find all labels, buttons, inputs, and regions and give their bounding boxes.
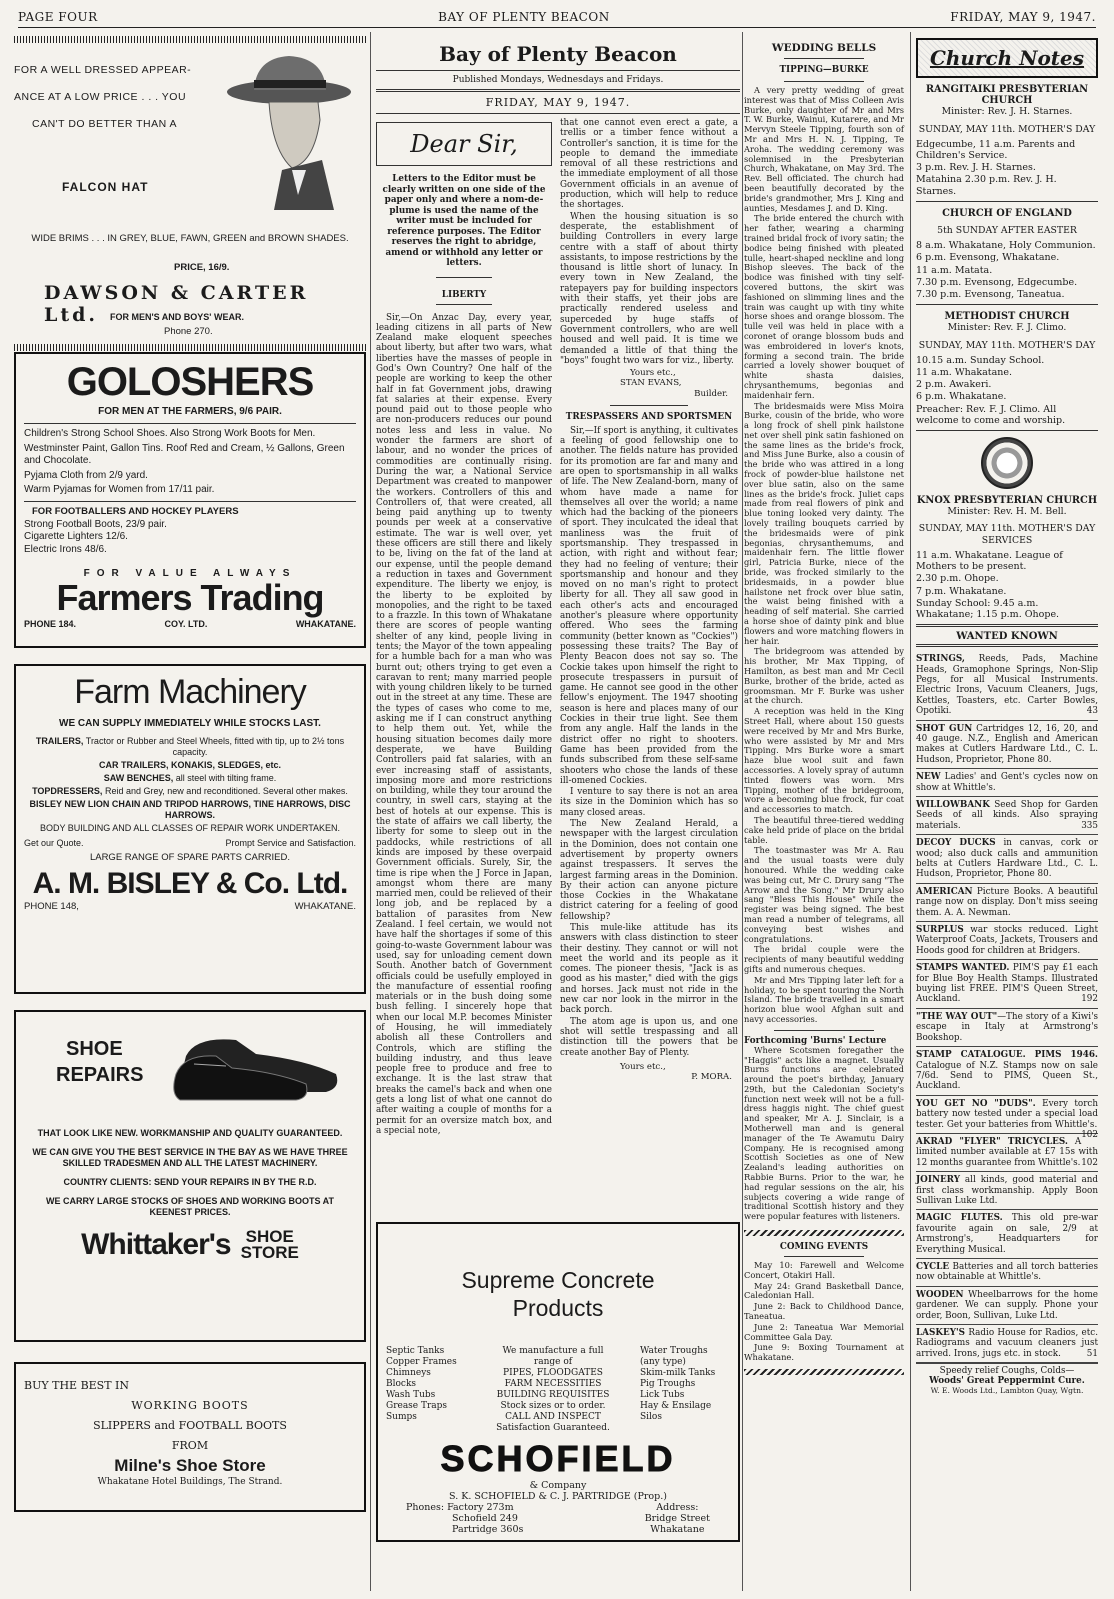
- item-text: all kinds, good material and first class workmanship. Apply Boon Sullivan Luke Ltd.: [916, 1175, 1098, 1206]
- classified-item: [916, 884, 1098, 922]
- ad-line: BUY THE BEST IN: [24, 1379, 130, 1392]
- product-list: [640, 1346, 730, 1434]
- ad-line: CAN'T DO BETTER THAN A: [32, 118, 178, 130]
- ad-line: Woods' Great Peppermint Cure.: [929, 1376, 1085, 1387]
- item-lead: AKRAD "FLYER" TRICYCLES.: [916, 1136, 1068, 1147]
- paragraph: A very pretty wedding of great interest was that of Miss Colleen Avis Burke, only daughter of Mr and Mrs T. W. Burke, Wainui, Kutarere, and Mr Mervyn Steele Tipping, fourth son of Mr and Mrs H. N. J. Tipping, Te Aroha. The wedding ceremony was solemnised in the Presbyterian Church, Whakatane, on May 3rd. The Rev. Bell officiated. The church had been beautifully decorated by the bride's grandmother, Mrs J. King and aunties, Mesdames J. and D. King.: [744, 85, 904, 213]
- item-lead: TOPDRESSERS,: [32, 786, 103, 796]
- item-number: 102: [1081, 1157, 1098, 1168]
- classified-item: [916, 1009, 1098, 1047]
- product-item: [24, 786, 356, 797]
- farm-machinery-title: Farm Machinery: [74, 673, 306, 711]
- schofield-co: & Company: [529, 1480, 587, 1491]
- ad-line: W. E. Woods Ltd., Lambton Quay, Wgtn.: [930, 1386, 1084, 1396]
- ad-town: WHAKATANE.: [295, 619, 356, 629]
- item-text: Every torch battery now tested under a special load tester. Get your batteries from Whittle's.: [916, 1098, 1098, 1130]
- product-item: [24, 760, 356, 771]
- product-item: CALL AND INSPECT: [505, 1412, 601, 1422]
- classified-item: [916, 651, 1098, 720]
- church-notes-banner: [916, 38, 1098, 78]
- ad-desc: WIDE BRIMS . . . IN GREY, BLUE, FAWN, GREEN and BROWN SHADES.: [31, 233, 349, 244]
- item-text: BODY BUILDING AND ALL CLASSES OF REPAIR WORK UNDERTAKEN.: [39, 823, 341, 833]
- item-lead: SHOT GUN: [916, 723, 973, 734]
- item-lead: WILLOWBANK: [916, 799, 990, 810]
- service-line: 3 p.m. Rev. J. H. Starnes.: [916, 162, 1036, 174]
- ad-line: FOR A WELL DRESSED APPEAR-: [14, 64, 192, 76]
- wedding-article: [744, 86, 904, 1025]
- product-item: Pyjama Cloth from 2/9 yard.: [24, 469, 148, 481]
- schofield-products: [386, 1346, 730, 1434]
- item-text: in canvas, cork or wood; also duck calls and ammunition belts at Cutlers Hardware Ltd., C. L. Hudson, Proprietor, Phone 80.: [916, 838, 1098, 880]
- church-date: 5th SUNDAY AFTER EASTER: [937, 225, 1077, 237]
- item-lead: MAGIC FLUTES.: [916, 1213, 1003, 1224]
- product-item: [24, 799, 356, 821]
- item-text: Ladies' and Gent's cycles now on show at Whittle's.: [916, 772, 1098, 793]
- item-lead: SURPLUS: [916, 925, 964, 936]
- product-list: [24, 519, 356, 557]
- label-line: STORE: [240, 1243, 299, 1262]
- event-item: June 2: Taneatua War Memorial Committee Gala Day.: [744, 1321, 904, 1342]
- paragraph: The beautiful three-tiered wedding cake held pride of place on the bridal table.: [744, 814, 904, 845]
- title-line: REPAIRS: [56, 1064, 144, 1086]
- ad-footer: [24, 901, 356, 912]
- divider: [916, 304, 1098, 305]
- product-item: Copper Frames: [386, 1357, 457, 1367]
- church-minister: Minister: Rev. J. H. Starnes.: [941, 106, 1073, 118]
- divider: [916, 430, 1098, 431]
- item-number: 43: [1086, 706, 1098, 717]
- ad-quote: Get our Quote.: [24, 838, 84, 848]
- issue-date: FRIDAY, MAY 9, 1947.: [950, 10, 1096, 24]
- sign-line: Yours etc.,: [630, 368, 676, 379]
- item-lead: DECOY DUCKS: [916, 838, 996, 849]
- paragraph: that one cannot even erect a gate, a trellis or a timber fence without a Controller's sanction, it is time for the people to demand the immediate removal of all these restrictions and the immediate employment of all those Government officials in an avenue of production, which will help to reduce the shortages.: [560, 118, 738, 211]
- service-line: 7 p.m. Whakatane.: [916, 585, 1007, 597]
- church-minister: Minister: Rev. F. J. Climo.: [947, 322, 1067, 334]
- item-text: PIM'S pay £1 each for Blue Boy Health Stamps. Illustrated buying list FREE. PIM'S Queen Street, Auckland.: [916, 963, 1098, 1005]
- product-item: Cigarette Lighters 12/6.: [24, 531, 128, 542]
- item-text: Tractor or Rubber and Steel Wheels, fitted with tip, up to 2½ tons capacity.: [83, 736, 345, 757]
- product-item: Westminster Paint, Gallon Tins. Roof Red and Cream, ½ Gallons, Green and Chocolate.: [24, 442, 345, 466]
- wanted-list: [916, 651, 1098, 1363]
- title-line: Supreme Concrete: [461, 1267, 655, 1293]
- service-line: Matahina 2.30 p.m. Rev. J. H. Starnes.: [916, 174, 1057, 197]
- item-lead: BISLEY NEW LION CHAIN AND TRIPOD HARROWS, TINE HARROWS, DISC HARROWS.: [29, 799, 351, 820]
- phones-block: [406, 1502, 523, 1535]
- product-item: We manufacture a full range of: [502, 1346, 604, 1367]
- service-line: 10.15 a.m. Sunday School.: [916, 354, 1045, 366]
- church-date: SUNDAY, MAY 11th. MOTHER'S DAY: [918, 339, 1096, 351]
- letters-col-a: [376, 118, 552, 1228]
- product-item: Stock sizes or to order.: [500, 1401, 606, 1411]
- section-heading: FOR FOOTBALLERS AND HOCKEY PLAYERS: [32, 505, 239, 517]
- divider: [774, 1030, 874, 1031]
- product-item: Sumps: [386, 1412, 417, 1422]
- product-item: [24, 823, 356, 834]
- schofield-name: SCHOFIELD: [440, 1438, 676, 1479]
- wanted-known-heading: WANTED KNOWN: [956, 631, 1058, 643]
- church-heading: RANGITAIKI PRESBYTERIAN CHURCH: [925, 84, 1089, 107]
- paragraph: Mr and Mrs Tipping later left for a holiday, to be spent touring the North Island. The bride travelled in a smart horizon blue wool Afghan suit and navy accessories.: [744, 974, 904, 1024]
- paragraph: Sir,—If sport is anything, it cultivates a feeling of good fellowship one to another. The fields nature has provided for its promotion are far and many and are open to sportsmanship in all walks of life. The New Zealand-born, many of whom have made a name for themselves all over the world; a name which had the backing of the pioneers of sport. They inculcated the ideal that manliness was the fruit of sportsmanship. They trespassed in action, with right and without fear; they had no feeling of venture; their sportsmanship and honour and they moved on no man's right to protect liberty for all. They all saw good in each other's acts and encouraged another's pleasure where opportunity offered. Who sees the farming community (better known as "Cockies") possessing these traits? The Bay of Plenty Beacon does not say so. The Cockie takes upon himself the right to prosecute trespassers in pursuit of game. He cannot see good in the other fellow's enjoyment. The 1947 shooting season is here and places many of our Cockies in their true light. See them from any angle. Half the lands in the district offer no right to shooters. Game has been provided from the funds subscribed from these self-same shooters who chose the lands of these ill-omened Cockies.: [560, 425, 738, 786]
- divider: [24, 423, 356, 424]
- classified-item: [916, 1172, 1098, 1210]
- product-list: [488, 1346, 618, 1434]
- paragraph: Where Scotsmen foregather the "Haggis" acts like a magnet. Usually Burns functions are celebrated around the poet's birthday, January 29th, but the Caledonian Society's function next week will not be a full-dress haggis night. The chief guest and speaker, Mr A. J. Sinclair, is a Motherwell man and is general manager of the Te Awamutu Dairy Company. He is recognised among Scottish Societies as one of New Zealand's leading authorities on Rabbie Burns. Prior to the war, he had regular sessions on the air, his subjects covering a wide range of traditional Scottish history and they were popular features with listeners.: [744, 1044, 904, 1222]
- item-text: Picture Books. A beautiful range now on display. Don't miss seeing them. A. A. Newman.: [916, 886, 1098, 918]
- divider: [784, 58, 864, 59]
- bisley-ad: [14, 664, 366, 994]
- paragraph: I venture to say there is not an area its size in the Dominion which has so many closed areas.: [560, 787, 738, 818]
- product-item: Skim-milk Tanks: [640, 1368, 716, 1378]
- service-line: 11 a.m. Matata.: [916, 264, 993, 276]
- event-item: June 9: Boxing Tournament at Whakatane.: [744, 1342, 904, 1363]
- contact-line: Address:: [656, 1502, 699, 1513]
- ad-sub: FOR MEN'S AND BOYS' WEAR.: [110, 312, 244, 322]
- masthead-title: Bay of Plenty Beacon: [439, 42, 677, 66]
- divider: [784, 1256, 864, 1257]
- ad-phone: PHONE 148,: [24, 901, 79, 912]
- item-number: 51: [1086, 1348, 1098, 1359]
- hat-man-illustration: [214, 50, 364, 210]
- ad-phone: Phone 270.: [164, 326, 213, 337]
- event-item: May 10: Farewell and Welcome Concert, Otakiri Hall.: [744, 1260, 904, 1280]
- item-number: 102: [1081, 1129, 1098, 1140]
- signature: [560, 368, 738, 399]
- paragraph: This mule-like attitude has its answers with class distinction to steer their destiny. They cannot or will not meet the world and its people as it comes. The pioneer thesis, "Jack is as good as his master," died with the gigs and horses. Jack must not ride in the new car nor look in the mirror in the back porch.: [560, 922, 738, 1016]
- paragraph: The toastmaster was Mr A. Rau and the usual toasts were duly honoured. While the wedding cake was being cut, Mr C. Drury sang "The Arrow and the Song." Mr Drury also sang "Bless This House" while the register was being signed. The best man read a number of telegrams, all conveying best wishes and congratulations.: [744, 845, 904, 944]
- ad-line: Speedy relief Coughs, Colds—: [939, 1366, 1075, 1377]
- bisley-name: A. M. BISLEY & Co. Ltd.: [32, 867, 348, 900]
- liberty-heading: LIBERTY: [441, 289, 487, 300]
- classified-item: [916, 960, 1098, 1009]
- burns-heading: Forthcoming 'Burns' Lecture: [744, 1035, 887, 1046]
- item-lead: "THE WAY OUT": [916, 1011, 998, 1022]
- item-lead: CAR TRAILERS, KONAKIS, SLEDGES, etc.: [98, 760, 282, 770]
- ad-stock: LARGE RANGE OF SPARE PARTS CARRIED.: [89, 852, 291, 863]
- divider: [376, 70, 740, 71]
- product-item: Septic Tanks: [386, 1346, 445, 1356]
- item-text: Cartridges 12, 16, 20, and 40 gauge. N.Z., English and American makes at Cutlers Hardware Ltd., C. L. Hudson, Proprietor, Phone 80.: [916, 723, 1098, 765]
- service-line: 2.30 p.m. Ohope.: [916, 573, 999, 585]
- paragraph: The atom age is upon us, and one shot will settle trespassing and all distinction till the powers that be create another Bay of Plenty.: [560, 1016, 738, 1058]
- trespassers-heading: TRESPASSERS AND SPORTSMEN: [565, 411, 733, 422]
- product-list: [24, 736, 356, 834]
- classified-item: [916, 835, 1098, 884]
- classified-item: [916, 922, 1098, 960]
- product-item: Pig Troughs: [640, 1379, 696, 1389]
- liberty-letter-part2: [560, 118, 738, 366]
- service-line: 6 p.m. Evensong, Whakatane.: [916, 252, 1060, 264]
- ad-line: ANCE AT A LOW PRICE . . . YOU: [14, 91, 187, 103]
- whittakers-name: Whittaker's: [81, 1228, 231, 1261]
- item-text: Reid and Grey, new and reconditioned. Several other makes.: [102, 786, 348, 796]
- schofield-ad: [376, 1222, 740, 1542]
- ad-para: THAT LOOK LIKE NEW. WORKMANSHIP AND QUALITY GUARANTEED.: [37, 1128, 343, 1138]
- item-text: Radio House for Radios, etc. Radiograms and vacuum cleaners just arrived. Irons, jugs etc. in stock.: [916, 1328, 1098, 1359]
- falcon-hat: FALCON HAT: [62, 180, 149, 194]
- ad-para: COUNTRY CLIENTS: SEND YOUR REPAIRS IN BY THE R.D.: [63, 1177, 317, 1187]
- events-list: [744, 1261, 904, 1363]
- product-item: BUILDING REQUISITES: [496, 1390, 610, 1400]
- classified-item: [916, 721, 1098, 770]
- schofield-title: [386, 1266, 730, 1322]
- item-lead: CYCLE: [916, 1262, 950, 1273]
- letters-section: [376, 118, 740, 1228]
- contact-line: Whakatane: [650, 1524, 705, 1535]
- item-lead: LASKEY'S: [916, 1328, 966, 1339]
- divider: [436, 304, 492, 305]
- editorial-column: [376, 32, 740, 1599]
- letters-rules: Letters to the Editor must be clearly written on one side of the paper only and where a nom-de-plume is used the name of the writer must be included for reference purposes. The Editor reserves the right to abridge, amend or withhold any letter or letters.: [382, 174, 546, 268]
- classifieds-column: [912, 32, 1102, 1599]
- ad-line: SLIPPERS and FOOTBALL BOOTS: [93, 1419, 287, 1432]
- dawson-carter-ad: [14, 32, 366, 352]
- item-number: 335: [1081, 820, 1098, 831]
- church-date: SUNDAY, MAY 11th. MOTHER'S DAY: [918, 123, 1096, 135]
- ad-line: WORKING BOOTS: [131, 1399, 249, 1412]
- milnes-ad: [14, 1362, 366, 1512]
- item-text: all steel with tilting frame.: [173, 773, 277, 783]
- item-lead: NEW: [916, 772, 941, 783]
- product-item: Warm Pyjamas for Women from 17/11 pair.: [24, 484, 215, 495]
- classified-item: [916, 1325, 1098, 1363]
- paper-name: BAY OF PLENTY BEACON: [438, 10, 610, 24]
- woods-ad: [916, 1363, 1098, 1396]
- classified-item: [916, 1134, 1098, 1172]
- wedding-sub: TIPPING—BURKE: [779, 65, 869, 75]
- whittakers-name-row: [24, 1228, 356, 1262]
- banner-text: Church Notes: [929, 46, 1085, 70]
- ad-footer: [24, 619, 356, 629]
- signature: [560, 1062, 738, 1082]
- church-heading: KNOX PRESBYTERIAN CHURCH: [916, 495, 1098, 507]
- contact-line: Partridge 360s: [452, 1524, 524, 1535]
- title-line: Products: [512, 1295, 604, 1321]
- contact-line: Phones: Factory 273m: [406, 1502, 514, 1513]
- item-lead: SAW BENCHES,: [103, 773, 174, 783]
- schofield-contact: [386, 1502, 730, 1535]
- masthead-date: FRIDAY, MAY 9, 1947.: [485, 96, 631, 109]
- divider: [784, 81, 864, 82]
- ad-para: WE CARRY LARGE STOCKS OF SHOES AND WORKING BOOTS AT KEENEST PRICES.: [45, 1196, 334, 1217]
- whittakers-ad: [14, 1010, 366, 1342]
- divider: [916, 624, 1098, 627]
- product-item: Wash Tubs: [386, 1390, 436, 1400]
- service-line: Preacher: Rev. F. J. Climo. All welcome to come and worship.: [916, 403, 1066, 426]
- milnes-name: Milne's Shoe Store: [114, 1456, 266, 1475]
- item-text: Catalogue of N.Z. Stamps now on sale 7/6d. Send to PIMS, Queen St., Auckland.: [916, 1060, 1098, 1092]
- farmers-trading-ad: [14, 352, 366, 648]
- service-line: Sunday School: 9.45 a.m. Whakatane; 1.15 p.m. Ohope.: [916, 597, 1060, 620]
- sign-line: P. MORA.: [691, 1072, 732, 1083]
- product-item: [24, 736, 356, 758]
- service-line: 11 a.m. Whakatane.: [916, 367, 1013, 379]
- classified-item: [916, 1259, 1098, 1287]
- shoe-illustration: [166, 1026, 346, 1106]
- classified-item: [916, 1096, 1098, 1140]
- farmers-trading-name: Farmers Trading: [56, 577, 324, 618]
- left-ads-column: [14, 32, 366, 1599]
- sign-line: Yours etc.,: [620, 1061, 666, 1072]
- product-list: [386, 1346, 466, 1434]
- product-item: (any type): [640, 1357, 686, 1367]
- divider: [744, 1369, 904, 1375]
- church-heading: CHURCH OF ENGLAND: [942, 207, 1072, 219]
- product-item: Children's Strong School Shoes. Also Strong Work Boots for Men.: [24, 428, 316, 439]
- item-lead: YOU GET NO "DUDS".: [916, 1098, 1036, 1109]
- shoe-store-label: [241, 1229, 299, 1261]
- divider: [610, 405, 688, 406]
- page-number: PAGE FOUR: [18, 10, 98, 24]
- ad-slogan: FOR VALUE ALWAYS: [83, 568, 297, 579]
- ad-coy: COY. LTD.: [164, 619, 208, 629]
- product-item: Strong Football Boots, 23/9 pair.: [24, 518, 167, 530]
- trespassers-letter: [560, 426, 738, 1058]
- dawson-carter-name: DAWSON & CARTER Ltd.: [44, 282, 309, 326]
- item-text: Seed Shop for Garden Seeds of all kinds. Also spraying materials.: [916, 799, 1098, 831]
- contact-line: Bridge Street: [644, 1513, 710, 1524]
- classified-item: [916, 1287, 1098, 1325]
- item-text: Batteries and all torch batteries now obtainable at Whittle's.: [916, 1262, 1098, 1283]
- event-item: June 2: Back to Childhood Dance, Taneatua.: [744, 1301, 904, 1322]
- divider: [436, 277, 492, 278]
- divider: [744, 1230, 904, 1236]
- item-lead: TRAILERS,: [35, 736, 84, 746]
- event-item: May 24: Grand Basketball Dance, Caledonian Hall.: [744, 1280, 904, 1301]
- ad-lead: WE CAN SUPPLY IMMEDIATELY WHILE STOCKS LAST.: [59, 718, 321, 729]
- product-item: Lick Tubs: [640, 1390, 685, 1400]
- paragraph: Sir,—On Anzac Day, every year, leading citizens in all parts of New Zealand make eloquent speeches about liberty, but after two wars, what liberties have the masses of people in God's Own Country? One half of the people are working to keep the other half in fat Government jobs, drawing fat salaries at their expense. Every pound paid out to those people who are non-producers reduces our pound notes less and less in value. No wonder the farmers are short of labour, and no wonder the prices of commodities are continually rising. During the war, a National Service Department was created to manpower the workers. Controllers of this and Controllers of, that were created, all being paid anything up to twenty pounds per week at a conservative estimate. The war is well over, yet these officers are still there and likely to be, living on the fat of the land at our expense, until the people demand a reduction in taxes and Government expenditure. The liberty we enjoy, is the liberty to be exploited by monopolies, and the right to be taxed to a frazzle. In this town of Whakatane there are scores of people wanting shelter of any kind, people living in tents; the Mayor of the town appealing for a humble bach for a man who was burnt out; others trying to get even a caravan to rent; many married people with young children likely to be turned out in the street at any time. These are the types of cases who come to me, asking me if I can construct anything to help them out. Yet, while the housing situation becomes daily more desperate, we have Building Controllers paid fat salaries, with an ever increasing staff of assistants, imposing more and more restrictions on building, while they tour around the country, in swell cars, staying at the best of hotels at our expense. This is the state of affairs we call liberty, the liberty for some to sleep out in the paddocks, while restrictions of all kinds are imposed by these overpaid Government officials. Surely, Sir, the time is ripe when the J Force in Japan, amongst whom there are many married men, could be relieved of their long job, and be replaced by a battalion of parasites from New Zealand. I feel certain, we would not have half the shortages if some of this going-to-waste Government labour was used, say for unloading cement down South. Another batch of Government officials could be usefully employed in the manufacture of essential roofing materials or in the bush doing some bush felling. I sincerely hope that when our local M.P. becomes Minister of Housing, he will immediately abolish all these Controllers and Controls, which are stifling the building industry, and thus leave people free to produce and free to exchange. It is the last straw that breaks the camel's back and when one gets a long list of what one cannot do after waiting a couple of months for a permit for an oversize match box, and a special note,: [376, 312, 552, 1136]
- product-item: Grease Traps: [386, 1401, 448, 1411]
- item-lead: STAMPS WANTED.: [916, 963, 1010, 974]
- church-heading: METHODIST CHURCH: [944, 311, 1070, 323]
- church-date: SUNDAY, MAY 11th. MOTHER'S DAY SERVICES: [918, 523, 1096, 546]
- masthead-sub: Published Mondays, Wednesdays and Fridays.: [452, 75, 664, 85]
- product-list: [24, 428, 356, 497]
- church-notes: [916, 84, 1098, 620]
- classified-item: [916, 797, 1098, 835]
- sign-line: STAN EVANS,: [620, 378, 682, 389]
- contact-line: Schofield 249: [452, 1513, 518, 1524]
- letters-col-b: [560, 118, 738, 1228]
- service-line: 6 p.m. Whakatane.: [916, 391, 1007, 403]
- paragraph: The bride entered the church with her father, wearing a charming trained bridal frock of ivory satin; the bodice being finished with pleated tulle, heart-shaped neckline and long Bishop sleeves. The back of the bodice was finished with tiny self-covered buttons, the skirt was fashioned on slimming lines and the train was caught up with tiny white horse shoes and orange blossom. The tulle veil was held in place with a coronet of orange blossom buds and was embroidered in lover's knots, forming a second train. The bride carried a lovely shower bouquet of white shasta daisies, chrysanthemums, begonias and maidenhair fern.: [744, 213, 904, 400]
- paragraph: The New Zealand Herald, a newspaper with the largest circulation in the Dominion, does not contain one advertisement by property owners against trespassers. It serves the largest farming areas in the Dominion. By their action can anyone picture those Cockies in the Whakatane district catering for a feeling of good fellowship?: [560, 819, 738, 922]
- product-item: Water Troughs: [640, 1346, 708, 1356]
- wedding-heading: WEDDING BELLS: [771, 42, 877, 54]
- product-item: [24, 773, 356, 784]
- schofield-props: S. K. SCHOFIELD & C. J. PARTRIDGE (Prop.): [449, 1491, 667, 1502]
- paragraph: The bridesmaids were Miss Moira Burke, cousin of the bride, who wore a long frock of shell pink hailstone net over shell pink satin fashioned on the same lines as the bride's frock, and Miss June Burke, also a cousin of the bride who was attired in a long frock of powder-blue hailstone net over blue satin, also on the same lines as the bride's frock. Juliet caps made from real flowers of pink and blue toning looked very dainty. The lovely trailing bouquets carried by the bridesmaids were of pink begonias, chrysanthemums, and maidenhair fern. The little flower girl, Patricia Burke, niece of the bride, was frocked similarly to the bridesmaids, in a powder blue hailstone net frock over blue satin, the waist being finished with a heading of self material. She carried a horse shoe of dainty pink and blue flowers and wore matching flowers in her hair.: [744, 400, 904, 646]
- label-line: SHOE: [245, 1227, 294, 1246]
- service-line: 11 a.m. Whakatane. League of Mothers to be present.: [916, 549, 1063, 573]
- product-item: Electric Irons 48/6.: [24, 543, 107, 555]
- item-text: Wheelbarrows for the home gardener. We can supply. Phone your order, Boon, Sullivan, Luke Ltd.: [916, 1289, 1098, 1321]
- ad-quote-row: [24, 838, 356, 848]
- ad-border: [14, 344, 366, 351]
- item-lead: WOODEN: [916, 1289, 964, 1300]
- paragraph: A reception was held in the King Street Hall, where about 150 guests were received by Mr and Mrs Burke, who were assisted by Mr and Mrs Tipping. Mrs Burke wore a smart haze blue wool suit and fawn accessories. A lovely spray of autumn tinted flowers was worn. Mrs Tipping, mother of the bridegroom, wore a becoming blue frock, fur coat and accessories to match.: [744, 706, 904, 815]
- paragraph: The bridegroom was attended by his brother, Mr Max Tipping, of Hamilton, as best man and Mr Cecil Burke, brother of the bride, acted as groomsman. Mr F. Burke was usher at the church.: [744, 646, 904, 706]
- product-item: FARM NECESSITIES: [504, 1379, 602, 1389]
- goloshers-title: GOLOSHERS: [66, 360, 314, 404]
- item-lead: JOINERY: [916, 1175, 961, 1186]
- item-text: war stocks reduced. Light Waterproof Coats, Jackets, Trousers and Hoods good for children at Bridgers.: [916, 925, 1098, 956]
- service-line: 7.30 p.m. Evensong, Taneatua.: [916, 289, 1065, 301]
- ad-sub: FOR MEN AT THE FARMERS, 9/6 PAIR.: [98, 406, 282, 417]
- item-lead: AMERICAN: [916, 886, 973, 897]
- item-text: Reeds, Pads, Machine Heads, Gramophone Springs, Non-Slip Pegs, for all Musical Instruments. Electric Irons, Vacuum Cleaners, Jugs, Kettles, Toasters, etc. Carter Bowles, Opotiki.: [916, 654, 1098, 717]
- burns-article: [744, 1046, 904, 1222]
- divider: [24, 501, 356, 502]
- ad-para: WE CAN GIVE YOU THE BEST SERVICE IN THE BAY AS WE HAVE THREE SKILLED TRADESMEN AND ALL THE LATEST MACHINERY.: [32, 1147, 348, 1168]
- column-rule: [370, 32, 371, 1591]
- address-block: [645, 1502, 710, 1535]
- church-seal-icon: [981, 437, 1033, 489]
- divider: [916, 201, 1098, 202]
- social-column: [740, 32, 908, 1599]
- logo-text: Dear Sir,: [410, 130, 518, 158]
- classified-item: [916, 1210, 1098, 1259]
- classified-item: [916, 1047, 1098, 1096]
- paragraph: The bridal couple were the recipients of many beautiful wedding gifts and numerous cheques.: [744, 944, 904, 974]
- paragraph: When the housing situation is so desperate, the establishment of building Controllers in every large centre with a staff of about thirty assistants, to impose restrictions by the thousand is little short of lunacy. In every town in New Zealand, the ratepayers pay for building inspectors with their staffs, yet their jobs are practically rendered useless and superceded by huge staffs of Government controllers, who are well housed and well paid. It is time we demanded a little of that thing the "boys" fought two wars for viz., liberty.: [560, 211, 738, 366]
- product-item: PIPES, FLOODGATES: [503, 1368, 603, 1378]
- ad-border: [14, 36, 366, 43]
- item-lead: STAMP CATALOGUE. PIMS 1946.: [916, 1050, 1098, 1061]
- product-item: Satisfaction Guaranteed.: [496, 1423, 610, 1433]
- events-heading: COMING EVENTS: [779, 1242, 869, 1253]
- item-number: 192: [1081, 994, 1098, 1005]
- church-minister: Minister: Rev. H. M. Bell.: [947, 506, 1067, 518]
- ad-prompt: Prompt Service and Satisfaction.: [225, 838, 356, 848]
- product-item: Blocks: [386, 1379, 417, 1389]
- ad-town: WHAKATANE.: [294, 901, 356, 912]
- sign-line: Builder.: [694, 388, 728, 399]
- liberty-letter-part1: [376, 313, 552, 1137]
- service-line: 8 a.m. Whakatane, Holy Communion.: [916, 240, 1096, 252]
- item-lead: STRINGS,: [916, 654, 965, 665]
- page-header: [18, 6, 1096, 28]
- service-line: 7.30 p.m. Evensong, Edgecumbe.: [916, 276, 1078, 288]
- service-line: Edgecumbe, 11 a.m. Parents and Children's Service.: [916, 138, 1076, 162]
- classified-item: [916, 769, 1098, 797]
- service-line: 2 p.m. Awakeri.: [916, 379, 992, 391]
- product-item: Silos: [640, 1412, 662, 1422]
- product-item: Hay & Ensilage: [640, 1401, 712, 1411]
- ad-price: PRICE, 16/9.: [174, 262, 230, 273]
- dear-sir-logo: [376, 122, 552, 166]
- ad-phone: PHONE 184.: [24, 619, 77, 629]
- column-rule: [910, 32, 911, 1591]
- ad-address: Whakatane Hotel Buildings, The Strand.: [97, 1477, 283, 1487]
- item-text: This old pre-war favourite again on sale, 2/9 at Armstrong's, Headquarters for Everything Musical.: [916, 1213, 1098, 1255]
- product-item: Chimneys: [386, 1368, 431, 1378]
- divider: [916, 644, 1098, 647]
- ad-line: FROM: [171, 1439, 209, 1452]
- item-text: —The story of a Kiwi's escape in Italy at Armstrong's Bookshop.: [916, 1011, 1099, 1043]
- divider: [376, 113, 740, 114]
- title-line: SHOE: [66, 1038, 123, 1060]
- divider: [376, 89, 740, 92]
- item-text: A limited number available at £7 15s with 12 months guarantee from Whittle's.: [916, 1136, 1098, 1168]
